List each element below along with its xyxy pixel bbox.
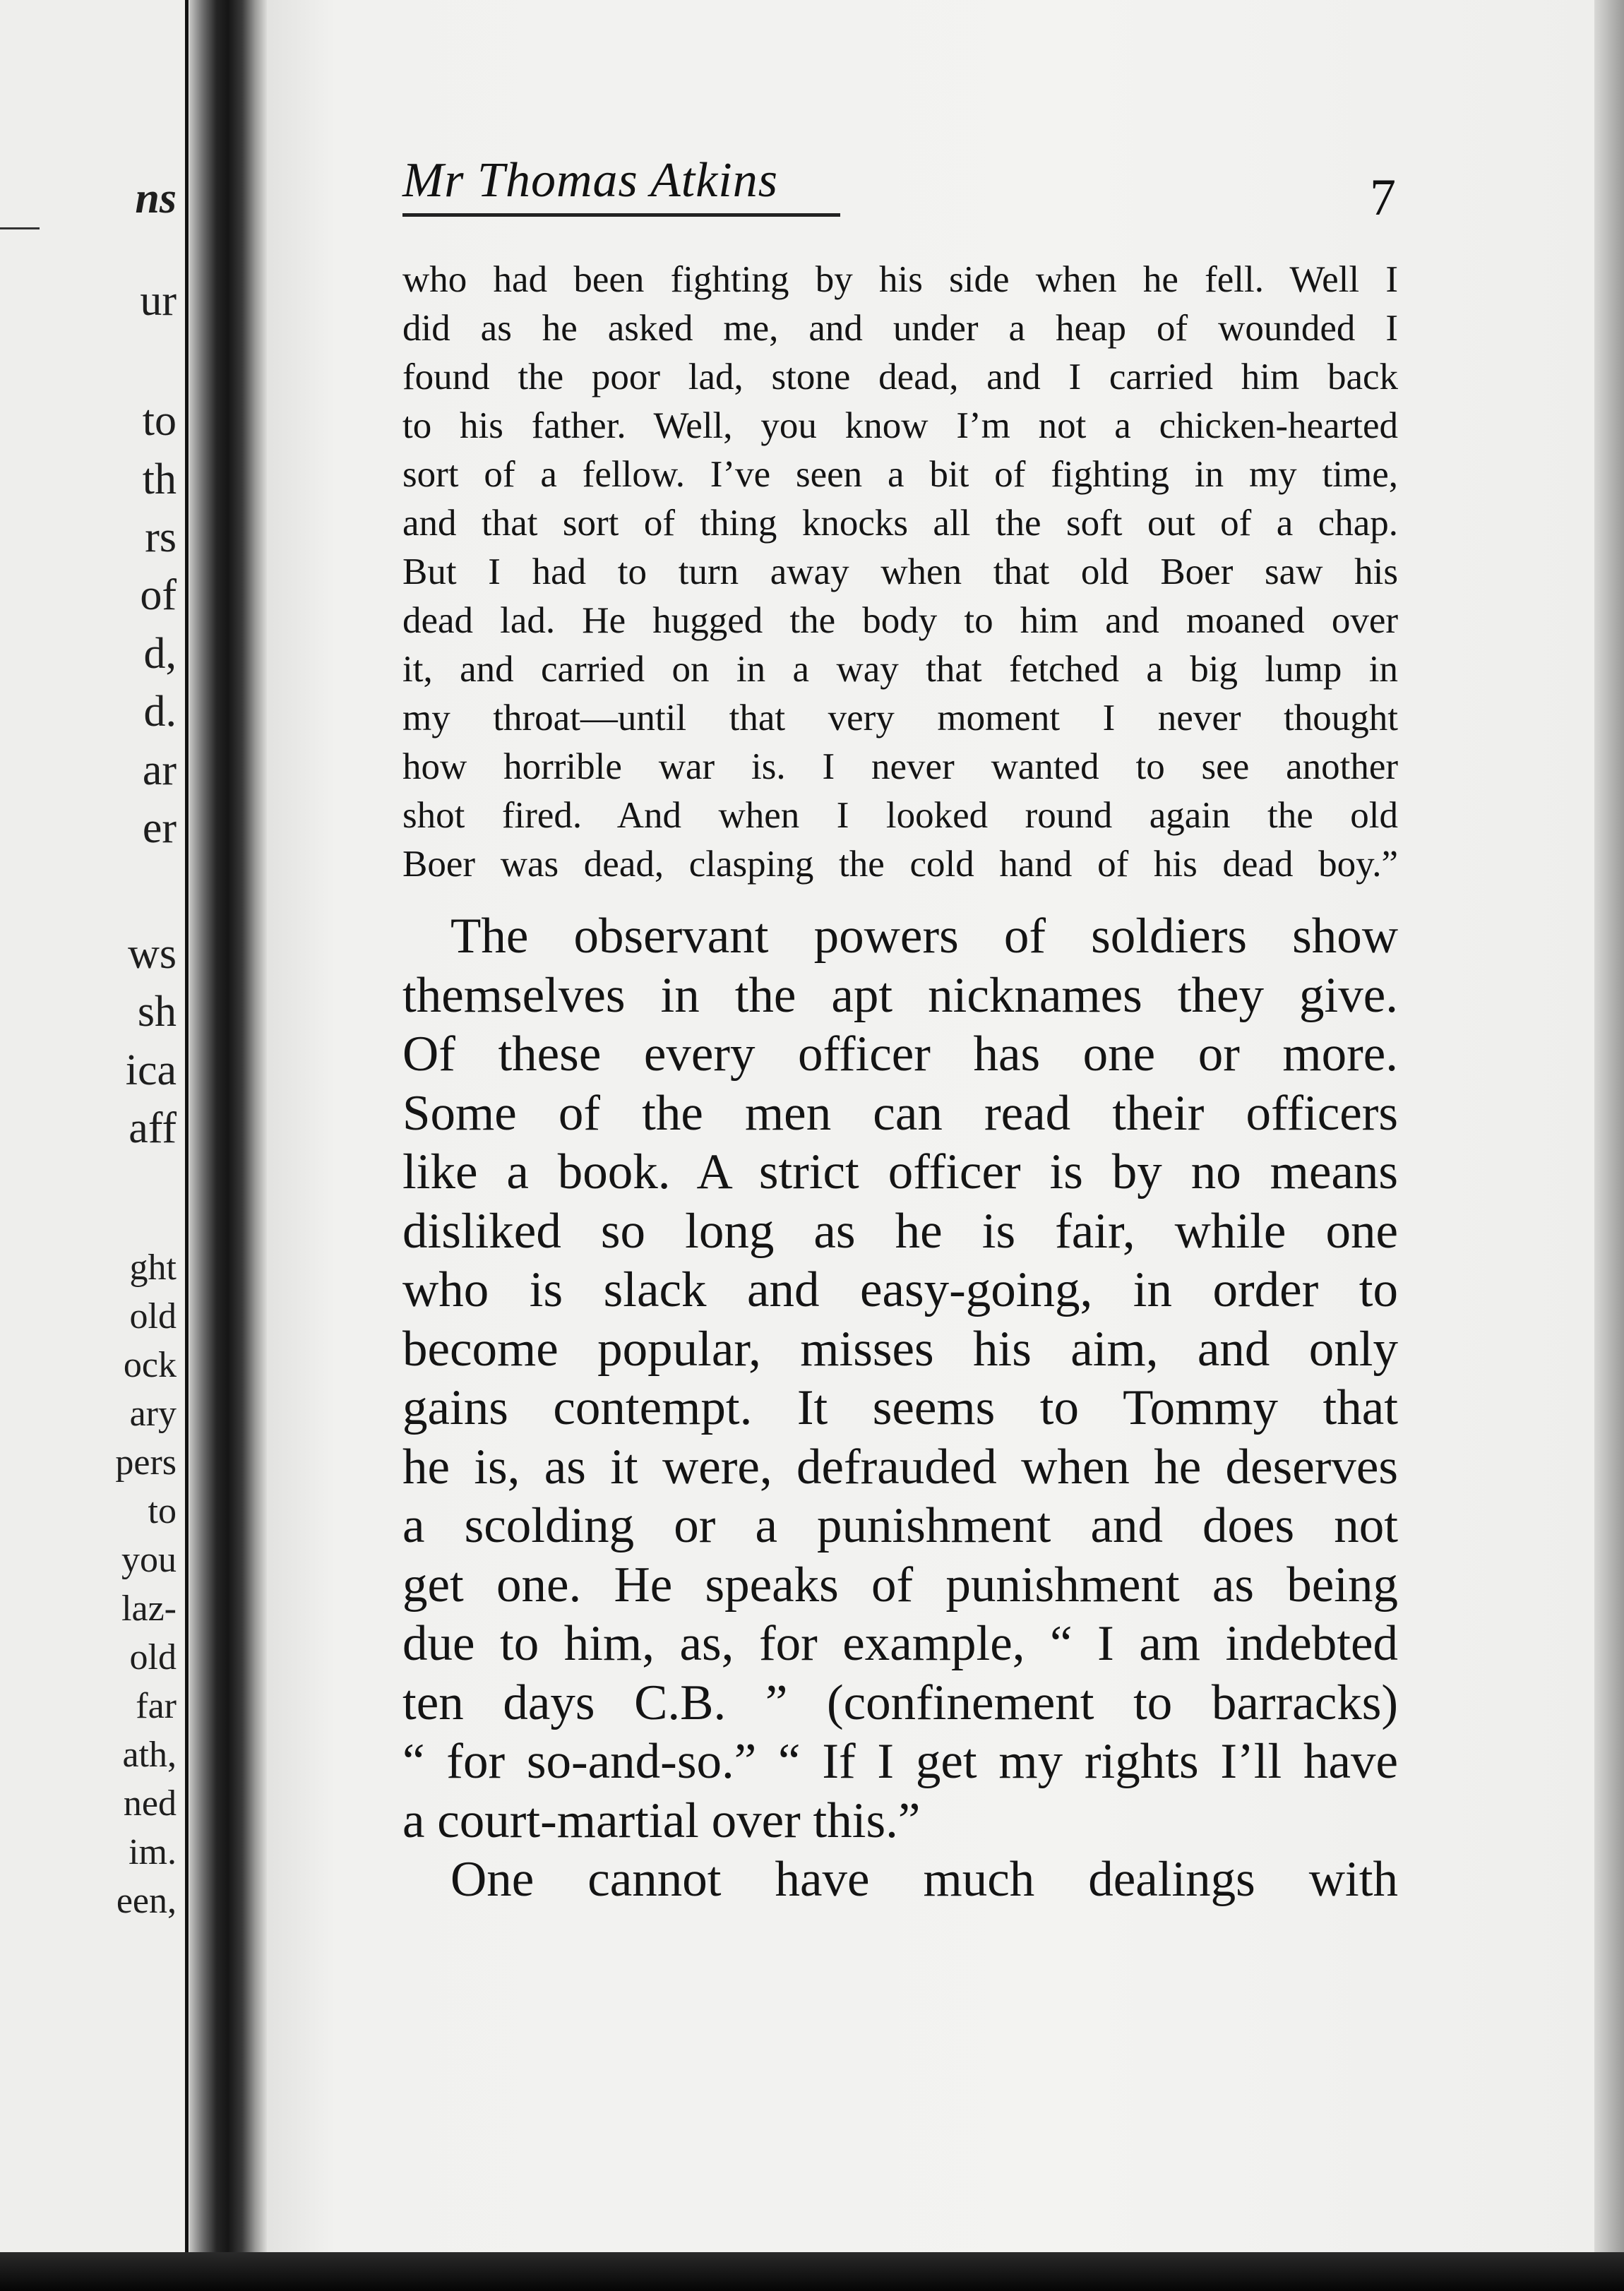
left-line-fragment: im.	[129, 1832, 177, 1872]
quote-line: shot fired. And when I looked round again the old	[402, 795, 1398, 836]
quote-line: did as he asked me, and under a heap of wounded I	[402, 308, 1398, 349]
body-line: who is slack and easy-going, in order to	[402, 1262, 1398, 1317]
body-line: “ for so-and-so.” “ If I get my rights I’ll have	[402, 1734, 1398, 1789]
body-line: due to him, as, for example, “ I am indebted	[402, 1616, 1398, 1671]
quote-line: who had been fighting by his side when he fell. Well I	[402, 259, 1398, 300]
body-line: disliked so long as he is fair, while one	[402, 1204, 1398, 1259]
left-line-fragment: d,	[143, 630, 177, 678]
header-underline	[402, 213, 840, 217]
quote-line: Boer was dead, clasping the cold hand of his dead boy.”	[402, 844, 1398, 885]
left-line-fragment: to	[148, 1491, 177, 1531]
body-line: ten days C.B. ” (confinement to barracks)	[402, 1675, 1398, 1730]
left-line-fragment: ary	[129, 1394, 177, 1434]
left-line-fragment: pers	[115, 1442, 177, 1483]
left-line-fragment: far	[136, 1686, 177, 1726]
body-line: like a book. A strict officer is by no means	[402, 1144, 1398, 1200]
page-number: 7	[1370, 169, 1396, 227]
left-line-fragment: een,	[116, 1881, 177, 1921]
body-line: themselves in the apt nicknames they give.	[402, 968, 1398, 1023]
left-header-rule	[0, 227, 40, 229]
left-line-fragment: ath,	[122, 1735, 177, 1775]
body-line: a court-martial over this.”	[402, 1793, 921, 1848]
left-line-fragment: ock	[123, 1345, 177, 1385]
body-line: One cannot have much dealings with	[450, 1852, 1398, 1907]
body-line: a scolding or a punishment and does not	[402, 1498, 1398, 1553]
page-edge-shadow	[1594, 0, 1624, 2252]
previous-page-fragment	[0, 0, 189, 2252]
quote-line: sort of a fellow. I’ve seen a bit of fighting in my time,	[402, 454, 1398, 495]
body-line: he is, as it were, defrauded when he deserves	[402, 1440, 1398, 1495]
quote-line: my throat—until that very moment I never thought	[402, 698, 1398, 738]
body-line: The observant powers of soldiers show	[450, 909, 1398, 964]
body-line: get one. He speaks of punishment as being	[402, 1557, 1398, 1613]
quote-line: to his father. Well, you know I’m not a chicken-hearted	[402, 405, 1398, 446]
left-line-fragment: sh	[137, 988, 177, 1036]
left-line-fragment: laz-	[121, 1589, 177, 1629]
left-line-fragment: ur	[140, 277, 177, 325]
body-line: gains contempt. It seems to Tommy that	[402, 1380, 1398, 1435]
left-line-fragment: ar	[142, 746, 177, 794]
quote-line: But I had to turn away when that old Boer saw his	[402, 551, 1398, 592]
left-line-fragment: ws	[128, 930, 177, 978]
left-header-fragment: ns	[135, 174, 177, 222]
book-gutter-shadow	[189, 0, 267, 2252]
scan-bottom-edge	[0, 2252, 1624, 2291]
left-line-fragment: ned	[123, 1783, 177, 1824]
left-line-fragment: th	[142, 455, 177, 503]
body-line: Of these every officer has one or more.	[402, 1027, 1398, 1082]
left-line-fragment: of	[140, 571, 177, 619]
quote-line: and that sort of thing knocks all the soft out of a chap.	[402, 503, 1398, 544]
left-line-fragment: old	[129, 1637, 177, 1677]
left-line-fragment: to	[142, 397, 177, 445]
quote-line: how horrible war is. I never wanted to see another	[402, 746, 1398, 787]
quote-line: dead lad. He hugged the body to him and moaned over	[402, 600, 1398, 641]
body-line: become popular, misses his aim, and only	[402, 1322, 1398, 1377]
left-line-fragment: rs	[145, 513, 177, 561]
left-line-fragment: er	[142, 804, 177, 852]
left-line-fragment: ica	[125, 1046, 177, 1094]
left-line-fragment: aff	[129, 1104, 177, 1152]
body-line: Some of the men can read their officers	[402, 1086, 1398, 1141]
left-line-fragment: ght	[129, 1248, 177, 1288]
left-line-fragment: old	[129, 1296, 177, 1336]
quote-line: it, and carried on in a way that fetched a big lump in	[402, 649, 1398, 690]
quote-line: found the poor lad, stone dead, and I carried him back	[402, 357, 1398, 397]
page-edge-line	[185, 0, 189, 2252]
left-line-fragment: you	[121, 1540, 177, 1580]
running-title: Mr Thomas Atkins	[402, 153, 778, 208]
left-line-fragment: d.	[143, 688, 177, 736]
